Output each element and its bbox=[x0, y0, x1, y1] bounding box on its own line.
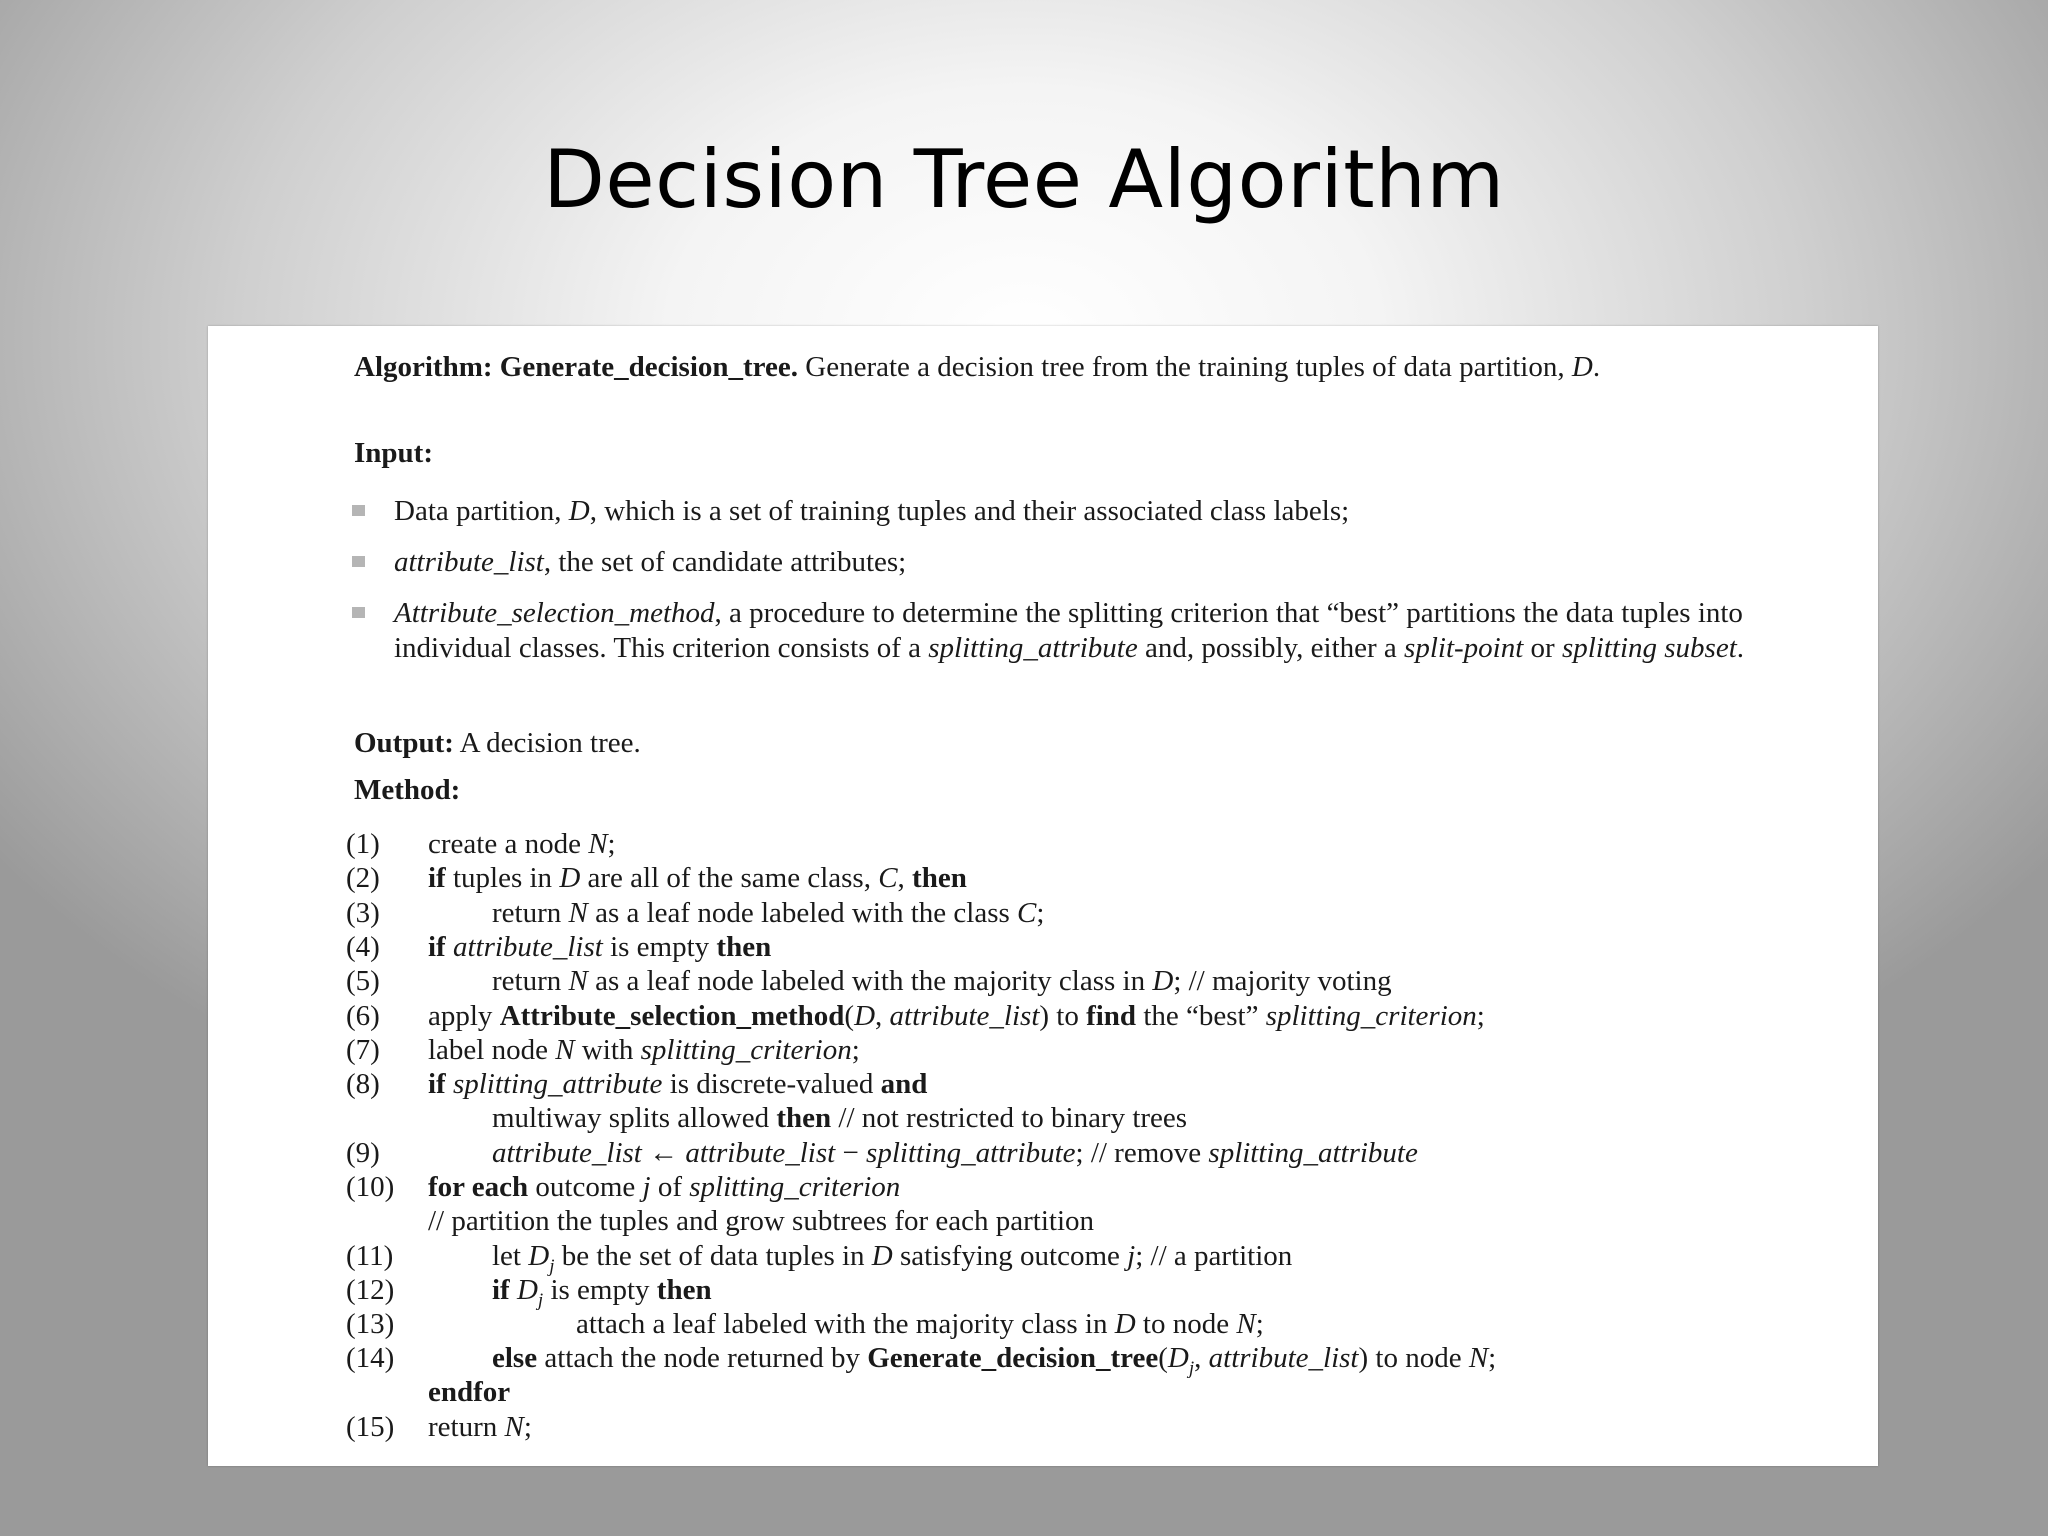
step-keyword: if bbox=[428, 931, 446, 963]
step-1 bbox=[346, 827, 1846, 861]
step-text: return bbox=[492, 897, 569, 929]
step-subscript: j bbox=[537, 1289, 544, 1311]
step-text: , bbox=[875, 1000, 890, 1032]
step-keyword: if bbox=[492, 1274, 510, 1306]
step-keyword: if bbox=[428, 862, 446, 894]
step-9 bbox=[346, 1136, 1846, 1170]
input-text: , the set of candidate attributes; bbox=[543, 546, 907, 578]
input-text: . bbox=[1736, 632, 1745, 664]
bullet-square-icon bbox=[352, 556, 365, 567]
algorithm-period: . bbox=[1592, 351, 1601, 383]
step-3 bbox=[346, 896, 1846, 930]
step-text: apply bbox=[428, 1000, 500, 1032]
step-var: splitting_attribute bbox=[1208, 1137, 1418, 1169]
step-10 bbox=[346, 1170, 1846, 1204]
step-number: (3) bbox=[346, 897, 380, 929]
step-text: − bbox=[835, 1137, 867, 1169]
step-var: C bbox=[1017, 897, 1037, 929]
bullet-square-icon bbox=[352, 607, 365, 618]
step-var: D bbox=[559, 862, 581, 894]
step-text: attach the node returned by bbox=[537, 1342, 868, 1374]
step-var: splitting_attribute bbox=[866, 1137, 1076, 1169]
step-7 bbox=[346, 1033, 1846, 1067]
step-var: N bbox=[568, 965, 588, 997]
output-label: Output: bbox=[354, 727, 454, 759]
algorithm-header bbox=[354, 350, 1808, 385]
step-keyword: then bbox=[912, 862, 967, 894]
input-var: splitting_attribute bbox=[928, 632, 1138, 664]
input-var: D bbox=[568, 495, 590, 527]
step-6 bbox=[346, 999, 1846, 1033]
step-4 bbox=[346, 930, 1846, 964]
step-text: ; bbox=[1476, 1000, 1485, 1032]
step-text: let bbox=[492, 1240, 529, 1272]
step-var: j bbox=[642, 1171, 651, 1203]
input-item-attribute-list bbox=[394, 545, 1774, 580]
step-keyword: Generate_decision_tree bbox=[867, 1342, 1159, 1374]
step-text: ; bbox=[1488, 1342, 1497, 1374]
step-number: (4) bbox=[346, 931, 380, 963]
step-keyword: then bbox=[656, 1274, 712, 1306]
input-item-data-partition bbox=[394, 494, 1774, 529]
algorithm-label: Algorithm: bbox=[354, 351, 493, 383]
step-keyword: then bbox=[776, 1102, 832, 1134]
step-text: return bbox=[492, 965, 569, 997]
input-text: or bbox=[1523, 632, 1562, 664]
step-text: is empty bbox=[602, 931, 717, 963]
step-keyword: for each bbox=[428, 1171, 529, 1203]
step-text: ( bbox=[1158, 1342, 1168, 1374]
step-text: ; bbox=[1036, 897, 1045, 929]
step-keyword: else bbox=[492, 1342, 538, 1374]
step-var: N bbox=[555, 1034, 575, 1066]
step-var: j bbox=[1127, 1240, 1136, 1272]
step-number: (9) bbox=[346, 1137, 380, 1169]
step-text: ; // majority voting bbox=[1173, 965, 1392, 997]
step-text: label node bbox=[428, 1034, 556, 1066]
step-text bbox=[446, 931, 453, 963]
step-text: ; bbox=[1255, 1308, 1264, 1340]
step-var: splitting_attribute bbox=[452, 1068, 663, 1100]
step-text: ; bbox=[851, 1034, 860, 1066]
step-text: tuples in bbox=[445, 862, 560, 894]
step-text: ( bbox=[844, 1000, 855, 1032]
step-number: (10) bbox=[346, 1171, 395, 1203]
step-text: // not restricted to binary trees bbox=[831, 1102, 1188, 1134]
step-text: to node bbox=[1135, 1308, 1237, 1340]
step-text: , bbox=[897, 862, 913, 894]
step-text: return bbox=[428, 1411, 505, 1443]
step-var: D bbox=[1167, 1342, 1189, 1374]
algorithm-description: Generate a decision tree from the training tuples of data partition, bbox=[798, 351, 1572, 383]
step-text: as a leaf node labeled with the class bbox=[587, 897, 1018, 929]
step-text: of bbox=[650, 1171, 690, 1203]
input-label: Input: bbox=[354, 437, 433, 469]
step-13 bbox=[346, 1307, 1846, 1341]
step-number: (5) bbox=[346, 965, 380, 997]
method-label: Method: bbox=[354, 774, 461, 806]
step-text: ; bbox=[523, 1411, 532, 1443]
step-endfor bbox=[346, 1375, 1928, 1409]
step-5 bbox=[346, 964, 1846, 998]
step-keyword: find bbox=[1086, 1000, 1137, 1032]
step-keyword: Attribute_selection_method bbox=[499, 1000, 845, 1032]
step-keyword: then bbox=[716, 931, 772, 963]
step-keyword: endfor bbox=[428, 1376, 511, 1408]
step-var: N bbox=[1468, 1342, 1489, 1374]
step-number: (13) bbox=[346, 1308, 395, 1340]
step-keyword: if bbox=[428, 1068, 446, 1100]
step-var: N bbox=[504, 1411, 524, 1443]
algorithm-document bbox=[208, 326, 1878, 1466]
input-var: split-point bbox=[1404, 632, 1524, 664]
step-subscript: j bbox=[549, 1255, 555, 1277]
step-var: splitting_criterion bbox=[689, 1171, 901, 1203]
step-var: attribute_list bbox=[685, 1137, 836, 1169]
input-item-selection-method bbox=[394, 596, 1774, 666]
step-text: ; // a partition bbox=[1135, 1240, 1293, 1272]
slide-title: Decision Tree Algorithm bbox=[543, 133, 1505, 226]
step-8 bbox=[346, 1067, 1846, 1101]
input-var: attribute_list bbox=[394, 546, 544, 578]
step-subscript: j bbox=[1188, 1357, 1195, 1379]
step-text: as a leaf node labeled with the majority class in bbox=[587, 965, 1153, 997]
step-text: be the set of data tuples in bbox=[554, 1240, 872, 1272]
step-number: (2) bbox=[346, 862, 380, 894]
step-var: splitting_criterion bbox=[640, 1034, 852, 1066]
step-10-comment bbox=[346, 1204, 1928, 1238]
step-var: N bbox=[568, 897, 588, 929]
step-number: (14) bbox=[346, 1342, 395, 1374]
step-text: create a node bbox=[428, 828, 589, 860]
step-var: C bbox=[878, 862, 898, 894]
step-text: ← bbox=[641, 1137, 686, 1169]
step-2 bbox=[346, 861, 1846, 895]
step-text: attach a leaf labeled with the majority class in bbox=[576, 1308, 1115, 1340]
step-number: (6) bbox=[346, 1000, 380, 1032]
step-keyword: and bbox=[880, 1068, 928, 1100]
step-text: with bbox=[574, 1034, 641, 1066]
output-line bbox=[354, 726, 1774, 761]
step-text: , bbox=[1194, 1342, 1209, 1374]
step-number: (15) bbox=[346, 1411, 395, 1443]
step-var: D bbox=[1114, 1308, 1136, 1340]
step-8-continued bbox=[346, 1101, 1928, 1135]
step-text: ; bbox=[607, 828, 616, 860]
step-text: the “best” bbox=[1136, 1000, 1266, 1032]
step-var: D bbox=[516, 1274, 538, 1306]
bullet-square-icon bbox=[352, 505, 365, 516]
step-number: (1) bbox=[346, 828, 380, 860]
step-var: D bbox=[1152, 965, 1174, 997]
step-var: D bbox=[854, 1000, 876, 1032]
step-text: outcome bbox=[528, 1171, 643, 1203]
step-text: multiway splits allowed bbox=[492, 1102, 777, 1134]
input-var: Attribute_selection_method bbox=[394, 597, 715, 629]
input-text: , which is a set of training tuples and their associated class labels; bbox=[589, 495, 1350, 527]
input-text: , a procedure to determine the splitting criterion that “best” partitions the data tuples into individual classes. This criterion consists of a bbox=[394, 597, 1743, 664]
input-text: Data partition, bbox=[394, 495, 569, 527]
step-number: (11) bbox=[346, 1240, 394, 1272]
step-number: (7) bbox=[346, 1034, 380, 1066]
step-number: (8) bbox=[346, 1068, 380, 1100]
step-text: is discrete-valued bbox=[662, 1068, 881, 1100]
step-number: (12) bbox=[346, 1274, 395, 1306]
step-var: D bbox=[528, 1240, 550, 1272]
step-var: attribute_list bbox=[452, 931, 603, 963]
step-var: attribute_list bbox=[889, 1000, 1040, 1032]
step-var: attribute_list bbox=[1208, 1342, 1359, 1374]
step-text: are all of the same class, bbox=[580, 862, 879, 894]
step-text bbox=[446, 1068, 453, 1100]
step-var: D bbox=[871, 1240, 893, 1272]
step-var: N bbox=[588, 828, 608, 860]
input-var: splitting subset bbox=[1561, 632, 1737, 664]
output-text: A decision tree. bbox=[453, 727, 641, 759]
step-var: N bbox=[1236, 1308, 1256, 1340]
step-15 bbox=[346, 1410, 1846, 1444]
input-text: and, possibly, either a bbox=[1137, 632, 1405, 664]
algorithm-var-d: D bbox=[1571, 351, 1593, 383]
step-text: is empty bbox=[543, 1274, 657, 1306]
step-var: splitting_criterion bbox=[1265, 1000, 1477, 1032]
step-text bbox=[510, 1274, 517, 1306]
step-text: ; // remove bbox=[1075, 1137, 1209, 1169]
step-text: ) to node bbox=[1358, 1342, 1469, 1374]
algorithm-name: Generate_decision_tree. bbox=[499, 351, 799, 383]
step-text: satisfying outcome bbox=[892, 1240, 1128, 1272]
step-var: attribute_list bbox=[492, 1137, 642, 1169]
step-text: ) to bbox=[1039, 1000, 1087, 1032]
step-comment: // partition the tuples and grow subtrees for each partition bbox=[428, 1205, 1095, 1237]
